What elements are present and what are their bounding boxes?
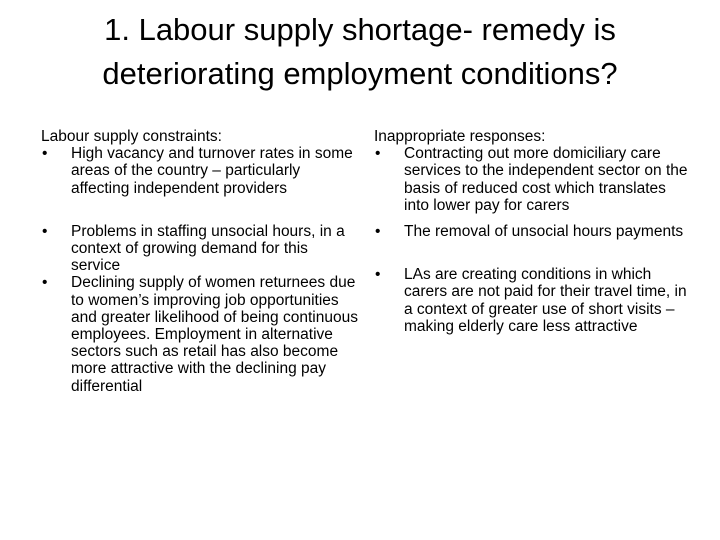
- right-bullet-item: [374, 223, 694, 240]
- right-bullet-text: The removal of unsocial hours payments: [404, 223, 684, 241]
- left-bullet-item: [41, 223, 361, 275]
- right-column-heading: Inappropriate responses:: [374, 128, 546, 145]
- right-bullet-text: Contracting out more domiciliary care services to the independent sector on the basis of reduced cost which translates into lower pay for carers: [404, 145, 688, 214]
- bullet-marker: •: [42, 145, 48, 163]
- slide-title: 1. Labour supply shortage- remedy is deteriorating employment conditions?: [102, 12, 618, 91]
- right-bullet-text: LAs are creating conditions in which carers are not paid for their travel time, in a context of greater use of short visits – making elderly care less attractive: [404, 266, 687, 335]
- left-bullet-text: High vacancy and turnover rates in some areas of the country – particularly affecting independent providers: [71, 145, 353, 197]
- bullet-marker: •: [42, 222, 48, 240]
- left-bullet-item: [41, 145, 361, 197]
- bullet-marker: •: [42, 274, 48, 292]
- bullet-marker: •: [375, 266, 381, 284]
- right-bullet-item: [374, 145, 694, 214]
- right-bullet-item: [374, 266, 694, 335]
- left-bullet-text: Declining supply of women returnees due to women’s improving job opportunities and greater likelihood of being continuous employees. Employment in alternative sectors such as retail has also become more attractive with the declining pay differential: [71, 274, 358, 395]
- left-column: [41, 128, 361, 395]
- right-column: [374, 128, 694, 335]
- bullet-marker: •: [375, 145, 381, 163]
- bullet-marker: •: [375, 223, 381, 241]
- left-bullet-text: Problems in staffing unsocial hours, in a context of growing demand for this service: [71, 222, 345, 275]
- left-column-heading: Labour supply constraints:: [41, 128, 222, 145]
- left-bullet-item: [41, 274, 361, 394]
